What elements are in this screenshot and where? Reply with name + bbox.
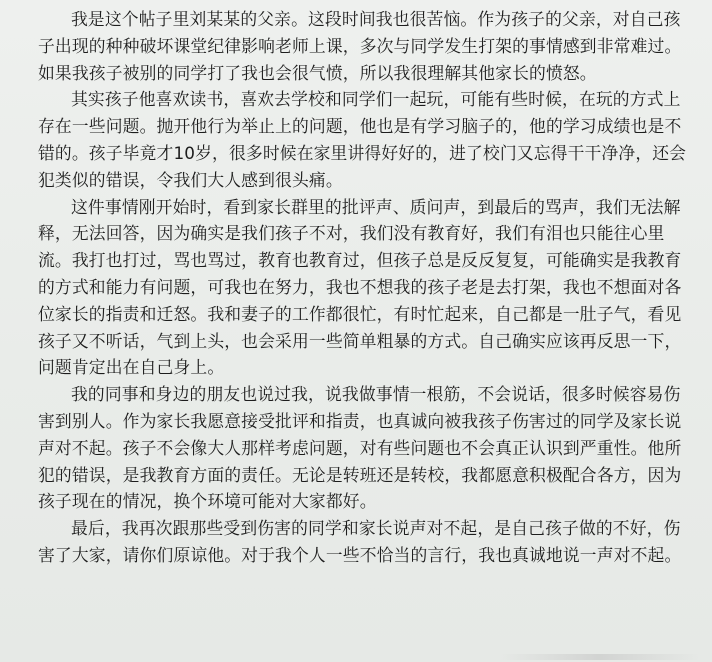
paragraph-5: 最后，我再次跟那些受到伤害的同学和家长说声对不起，是自己孩子做的不好，伤害了大家，请你们原谅他。对于我个人一些不恰当的言行，我也真诚地说一声对不起。 — [38, 518, 682, 565]
faint-watermark-strip — [500, 654, 700, 660]
paragraph-4: 我的同事和身边的朋友也说过我，说我做事情一根筋，不会说话，很多时候容易伤害到别人。作为家长我愿意接受批评和指责，也真诚向被我孩子伤害过的同学及家长说声对不起。孩子不会像大人那样考虑问题，对有些问题也不会真正认识到严重性。他所犯的错误，是我教育方面的责任。无论是转班还是转校，我都愿意积极配合各方，因为孩子现在的情况，换个环境可能对大家都好。 — [38, 384, 682, 512]
paragraph-1: 我是这个帖子里刘某某的父亲。这段时间我也很苦恼。作为孩子的父亲，对自己孩子出现的种种破坏课堂纪律影响老师上课，多次与同学发生打架的事情感到非常难过。如果我孩子被别的同学打了我也会很气愤，所以我很理解其他家长的愤怒。 — [38, 9, 682, 83]
paragraph-2: 其实孩子他喜欢读书，喜欢去学校和同学们一起玩，可能有些时候，在玩的方式上存在一些问题。抛开他行为举止上的问题，他也是有学习脑子的，他的学习成绩也是不错的。孩子毕竟才10岁，很多时候在家里讲得好好的，进了校门又忘得干干净净，还会犯类似的错误，令我们大人感到很头痛。 — [38, 89, 687, 190]
paragraph-3: 这件事情刚开始时，看到家长群里的批评声、质问声，到最后的骂声，我们无法解释，无法回答，因为确实是我们孩子不对，我们没有教育好，我们有泪也只能往心里流。我打也打过，骂也骂过，教育也教育过，但孩子总是反反复复，可能确实是我教育的方式和能力有问题，可我也在努力，我也不想我的孩子老是去打架，我也不想面对各位家长的指责和迁怒。我和妻子的工作都很忙，有时忙起来，自己都是一肚子气，看见孩子又不听话，气到上头，也会采用一些简单粗暴的方式。自己确实应该再反思一下，问题肯定出在自己身上。 — [38, 196, 682, 378]
